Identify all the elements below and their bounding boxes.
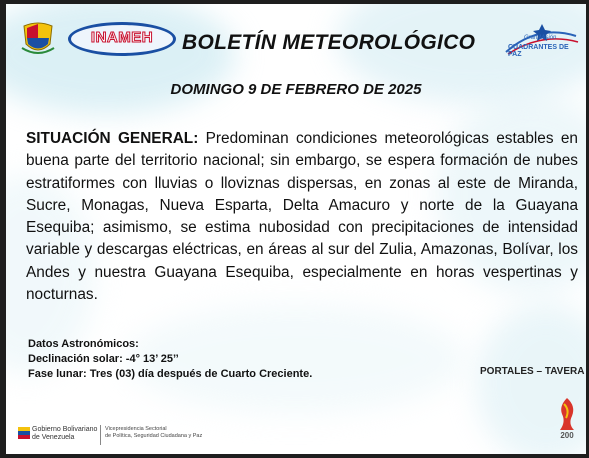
venezuela-coat-of-arms-logo: [18, 18, 58, 58]
solar-declination: Declinación solar: -4° 13’ 25’’: [28, 353, 179, 365]
gobierno-bolivariano-text: [32, 426, 97, 442]
situacion-general-heading: SITUACIÓN GENERAL:: [26, 130, 199, 147]
moon-phase: Fase lunar: Tres (03) día después de Cuarto Creciente.: [28, 368, 313, 380]
bulletin-slide: [6, 4, 586, 454]
situacion-general-paragraph: [26, 128, 578, 306]
gobierno-line2: de Venezuela: [32, 434, 75, 441]
vicepresidencia-text: [105, 426, 202, 439]
footer-divider: [100, 425, 101, 445]
inameh-logo-text: INAMEH: [90, 29, 154, 46]
cuadrantes-de-paz-logo: [498, 22, 582, 62]
cuadrantes-line2: CUADRANTES DE PAZ: [508, 44, 569, 58]
gobierno-line1: Gobierno Bolivariano: [32, 426, 98, 433]
astronomical-data: [28, 337, 312, 382]
bulletin-title: BOLETÍN METEOROLÓGICO: [182, 31, 476, 54]
svg-text:200: 200: [560, 431, 574, 440]
government-footer-logo: [18, 425, 248, 447]
situacion-general-text: Predominan condiciones meteorológicas estables en buena parte del territorio nacional; sin embargo, se espera formación de nubes estratiformes con lluvias o lloviznas dispersas, en zonas al este de Miranda, Sucre, Monagas, Nueva Esparta, Delta Amacuro y norte de la Guayana Esequiba; asimismo, se estima nubosidad con precipitaciones de intensidad variable y descargas eléctricas, en áreas al sur del Zulia, Amazonas, Bolívar, los Andes y nuestra Guayana Esequiba, especialmente en horas vespertinas y nocturnas.: [26, 130, 578, 304]
astro-title: Datos Astronómicos:: [28, 338, 139, 350]
bulletin-date: DOMINGO 9 DE FEBRERO DE 2025: [170, 81, 422, 98]
bicentennial-badge-logo: [554, 396, 580, 442]
bulletin-authors: PORTALES – TAVERA: [480, 366, 585, 377]
vice-line1: Vicepresidencia Sectorial: [105, 426, 167, 432]
inameh-logo: [68, 22, 176, 56]
vice-line2: de Política, Seguridad Ciudadana y Paz: [105, 432, 203, 439]
cuadrantes-line1: Gran Misión: [524, 35, 557, 41]
venezuela-shield-icon: [18, 427, 30, 441]
